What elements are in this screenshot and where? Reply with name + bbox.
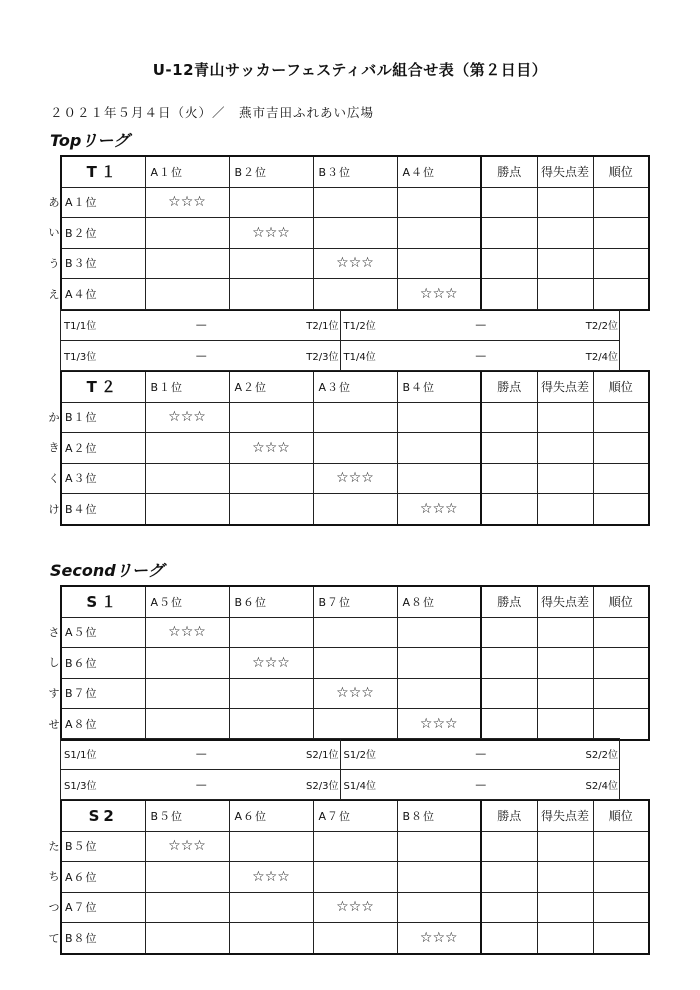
column-header: B６位 <box>229 586 313 617</box>
table-row <box>61 892 649 923</box>
league-title: Topリーグ <box>50 131 130 150</box>
match-team-left: S1/2位 <box>343 750 376 762</box>
group-name: S１ <box>61 586 145 617</box>
result-cell <box>229 494 313 525</box>
self-match-stars: ☆☆☆ <box>145 187 229 218</box>
stat-cell <box>481 678 537 709</box>
group-table <box>60 799 650 955</box>
match-cell <box>61 739 341 770</box>
stat-cell <box>537 892 593 923</box>
stat-header: 得失点差 <box>537 800 593 831</box>
table-row <box>61 187 649 218</box>
self-match-stars: ☆☆☆ <box>313 463 397 494</box>
row-side-label: け <box>48 502 60 516</box>
stat-cell <box>481 648 537 679</box>
table-row <box>61 862 649 893</box>
result-cell <box>397 617 481 648</box>
self-match-stars: ☆☆☆ <box>229 433 313 464</box>
table-row <box>61 648 649 679</box>
match-team-left: S1/4位 <box>343 780 376 792</box>
match-pair <box>61 777 340 792</box>
stat-header: 順位 <box>593 156 649 187</box>
row-header: B８位 <box>61 923 145 954</box>
column-header: B８位 <box>397 800 481 831</box>
self-match-stars: ☆☆☆ <box>313 248 397 279</box>
row-side-label: い <box>48 226 60 240</box>
stat-cell <box>481 923 537 954</box>
result-cell <box>145 678 229 709</box>
row-header: B１位 <box>61 402 145 433</box>
result-cell <box>145 892 229 923</box>
self-match-stars: ☆☆☆ <box>145 831 229 862</box>
group-name: T１ <box>61 156 145 187</box>
result-cell <box>397 648 481 679</box>
result-cell <box>313 218 397 249</box>
match-pair <box>341 746 620 761</box>
match-dash: — <box>475 318 487 332</box>
row-header: A６位 <box>61 862 145 893</box>
stat-cell <box>537 648 593 679</box>
match-dash: — <box>475 348 487 362</box>
table-row <box>61 494 649 525</box>
row-header: B７位 <box>61 678 145 709</box>
match-dash: — <box>195 318 207 332</box>
row-side-label: き <box>48 441 60 455</box>
row-header: A８位 <box>61 709 145 740</box>
stat-cell <box>537 187 593 218</box>
column-header: B３位 <box>313 156 397 187</box>
stat-cell <box>481 892 537 923</box>
row-side-label: ち <box>48 870 60 884</box>
self-match-stars: ☆☆☆ <box>313 678 397 709</box>
stat-cell <box>593 892 649 923</box>
match-pair <box>61 348 340 363</box>
group-header-row <box>61 156 649 187</box>
row-side-label: た <box>48 839 60 853</box>
table-row <box>61 433 649 464</box>
stat-cell <box>537 678 593 709</box>
stat-cell <box>537 433 593 464</box>
row-header: B３位 <box>61 248 145 279</box>
self-match-stars: ☆☆☆ <box>145 617 229 648</box>
column-header: A２位 <box>229 371 313 402</box>
column-header: B２位 <box>229 156 313 187</box>
row-header: A７位 <box>61 892 145 923</box>
row-header: A３位 <box>61 463 145 494</box>
result-cell <box>313 402 397 433</box>
result-cell <box>229 617 313 648</box>
result-cell <box>145 248 229 279</box>
match-team-left: S1/1位 <box>64 750 97 762</box>
stat-cell <box>537 218 593 249</box>
stat-cell <box>481 279 537 310</box>
stat-cell <box>481 187 537 218</box>
match-team-right: S2/4位 <box>585 780 618 792</box>
table-row <box>61 218 649 249</box>
match-row <box>61 340 620 371</box>
match-table <box>60 738 620 800</box>
group-name: S2 <box>61 800 145 831</box>
stat-cell <box>537 494 593 525</box>
result-cell <box>145 218 229 249</box>
result-cell <box>145 648 229 679</box>
stat-cell <box>593 433 649 464</box>
result-cell <box>145 433 229 464</box>
match-cell <box>340 310 620 341</box>
match-team-left: T1/2位 <box>343 321 376 333</box>
result-cell <box>313 617 397 648</box>
league-title: Secondリーグ <box>50 561 164 580</box>
stat-cell <box>481 402 537 433</box>
date-venue-line: ２０２１年５月４日（火）／ 燕市吉田ふれあい広場 <box>50 105 375 120</box>
self-match-stars: ☆☆☆ <box>229 862 313 893</box>
result-cell <box>397 187 481 218</box>
result-cell <box>229 248 313 279</box>
stat-cell <box>537 831 593 862</box>
match-table <box>60 309 620 371</box>
stat-header: 勝点 <box>481 800 537 831</box>
stat-cell <box>537 709 593 740</box>
column-header: A７位 <box>313 800 397 831</box>
match-team-right: T2/1位 <box>306 321 339 333</box>
self-match-stars: ☆☆☆ <box>397 279 481 310</box>
stat-cell <box>593 218 649 249</box>
stat-cell <box>593 678 649 709</box>
stat-cell <box>537 923 593 954</box>
result-cell <box>229 402 313 433</box>
match-team-left: T1/3位 <box>64 351 97 363</box>
column-header: B５位 <box>145 800 229 831</box>
group-name: T２ <box>61 371 145 402</box>
stat-cell <box>481 494 537 525</box>
row-side-label: つ <box>48 901 60 915</box>
self-match-stars: ☆☆☆ <box>397 709 481 740</box>
result-cell <box>145 923 229 954</box>
column-header: A４位 <box>397 156 481 187</box>
row-header: B５位 <box>61 831 145 862</box>
column-header: A３位 <box>313 371 397 402</box>
stat-cell <box>481 218 537 249</box>
row-side-label: す <box>48 687 60 701</box>
result-cell <box>313 279 397 310</box>
stat-cell <box>481 831 537 862</box>
stat-cell <box>593 923 649 954</box>
match-cell <box>61 310 341 341</box>
result-cell <box>313 648 397 679</box>
stat-cell <box>593 187 649 218</box>
column-header: A８位 <box>397 586 481 617</box>
row-side-label: う <box>48 257 60 271</box>
result-cell <box>145 709 229 740</box>
match-team-right: T2/4位 <box>585 351 618 363</box>
match-dash: — <box>195 747 207 761</box>
stat-cell <box>481 433 537 464</box>
group-header-row <box>61 800 649 831</box>
column-header: A５位 <box>145 586 229 617</box>
match-cell <box>340 739 620 770</box>
match-row <box>61 769 620 800</box>
match-pair <box>61 317 340 332</box>
result-cell <box>229 279 313 310</box>
match-row <box>61 739 620 770</box>
match-team-right: T2/2位 <box>585 321 618 333</box>
table-row <box>61 248 649 279</box>
group-header-row <box>61 586 649 617</box>
stat-cell <box>537 402 593 433</box>
column-header: B１位 <box>145 371 229 402</box>
result-cell <box>397 218 481 249</box>
table-row <box>61 709 649 740</box>
table-row <box>61 678 649 709</box>
result-cell <box>397 463 481 494</box>
result-cell <box>229 709 313 740</box>
stat-cell <box>481 617 537 648</box>
match-cell <box>340 769 620 800</box>
self-match-stars: ☆☆☆ <box>229 648 313 679</box>
stat-cell <box>593 463 649 494</box>
result-cell <box>229 923 313 954</box>
column-header: A１位 <box>145 156 229 187</box>
table-row <box>61 402 649 433</box>
result-cell <box>229 892 313 923</box>
table-row <box>61 617 649 648</box>
stat-cell <box>481 463 537 494</box>
group-table <box>60 585 650 741</box>
match-pair <box>61 746 340 761</box>
row-header: A１位 <box>61 187 145 218</box>
stat-cell <box>593 648 649 679</box>
stat-header: 得失点差 <box>537 371 593 402</box>
row-side-label: し <box>48 656 60 670</box>
match-pair <box>341 777 620 792</box>
result-cell <box>313 831 397 862</box>
match-team-left: T1/1位 <box>64 321 97 333</box>
row-header: A２位 <box>61 433 145 464</box>
result-cell <box>397 892 481 923</box>
result-cell <box>145 463 229 494</box>
stat-cell <box>537 248 593 279</box>
table-row <box>61 463 649 494</box>
stat-cell <box>593 831 649 862</box>
stat-header: 勝点 <box>481 156 537 187</box>
result-cell <box>313 433 397 464</box>
row-header: B２位 <box>61 218 145 249</box>
row-header: A４位 <box>61 279 145 310</box>
match-team-right: S2/1位 <box>306 750 339 762</box>
result-cell <box>397 831 481 862</box>
stat-cell <box>593 248 649 279</box>
column-header: B４位 <box>397 371 481 402</box>
result-cell <box>229 678 313 709</box>
stat-cell <box>481 248 537 279</box>
row-side-label: さ <box>48 625 60 639</box>
match-row <box>61 310 620 341</box>
column-header: B７位 <box>313 586 397 617</box>
match-cell <box>340 340 620 371</box>
row-header: B４位 <box>61 494 145 525</box>
table-row <box>61 831 649 862</box>
result-cell <box>313 923 397 954</box>
stat-cell <box>593 617 649 648</box>
table-row <box>61 279 649 310</box>
match-dash: — <box>195 777 207 791</box>
match-team-right: T2/3位 <box>306 351 339 363</box>
result-cell <box>313 187 397 218</box>
result-cell <box>397 678 481 709</box>
stat-cell <box>593 279 649 310</box>
self-match-stars: ☆☆☆ <box>229 218 313 249</box>
result-cell <box>229 187 313 218</box>
stat-cell <box>481 862 537 893</box>
stat-cell <box>593 494 649 525</box>
stat-cell <box>593 402 649 433</box>
row-side-label: て <box>48 931 60 945</box>
match-pair <box>341 348 620 363</box>
stat-header: 得失点差 <box>537 586 593 617</box>
result-cell <box>397 862 481 893</box>
self-match-stars: ☆☆☆ <box>397 494 481 525</box>
self-match-stars: ☆☆☆ <box>397 923 481 954</box>
match-cell <box>61 769 341 800</box>
stat-cell <box>537 463 593 494</box>
row-side-label: か <box>48 410 60 424</box>
result-cell <box>145 279 229 310</box>
row-header: A５位 <box>61 617 145 648</box>
match-team-right: S2/3位 <box>306 780 339 792</box>
row-side-label: く <box>48 472 60 486</box>
group-table <box>60 155 650 311</box>
match-team-left: S1/3位 <box>64 780 97 792</box>
stat-cell <box>537 279 593 310</box>
stat-cell <box>481 709 537 740</box>
match-dash: — <box>475 777 487 791</box>
page-title: U-12青山サッカーフェスティバル組合せ表（第２日目） <box>152 61 548 79</box>
match-cell <box>61 340 341 371</box>
match-team-left: T1/4位 <box>343 351 376 363</box>
stat-header: 順位 <box>593 371 649 402</box>
group-table <box>60 370 650 526</box>
match-dash: — <box>195 348 207 362</box>
group-header-row <box>61 371 649 402</box>
column-header: A６位 <box>229 800 313 831</box>
result-cell <box>313 709 397 740</box>
row-side-label: え <box>48 287 60 301</box>
match-pair <box>341 317 620 332</box>
stat-cell <box>537 862 593 893</box>
stat-cell <box>537 617 593 648</box>
result-cell <box>397 248 481 279</box>
row-side-label: せ <box>48 717 60 731</box>
result-cell <box>229 463 313 494</box>
self-match-stars: ☆☆☆ <box>145 402 229 433</box>
table-row <box>61 923 649 954</box>
result-cell <box>313 862 397 893</box>
stat-header: 順位 <box>593 586 649 617</box>
result-cell <box>145 862 229 893</box>
match-dash: — <box>475 747 487 761</box>
stat-header: 勝点 <box>481 371 537 402</box>
stat-header: 得失点差 <box>537 156 593 187</box>
stat-cell <box>593 862 649 893</box>
stat-header: 勝点 <box>481 586 537 617</box>
result-cell <box>145 494 229 525</box>
result-cell <box>397 402 481 433</box>
row-side-label: あ <box>48 195 60 209</box>
row-header: B６位 <box>61 648 145 679</box>
result-cell <box>313 494 397 525</box>
stat-header: 順位 <box>593 800 649 831</box>
self-match-stars: ☆☆☆ <box>313 892 397 923</box>
stat-cell <box>593 709 649 740</box>
result-cell <box>397 433 481 464</box>
result-cell <box>229 831 313 862</box>
match-team-right: S2/2位 <box>585 750 618 762</box>
